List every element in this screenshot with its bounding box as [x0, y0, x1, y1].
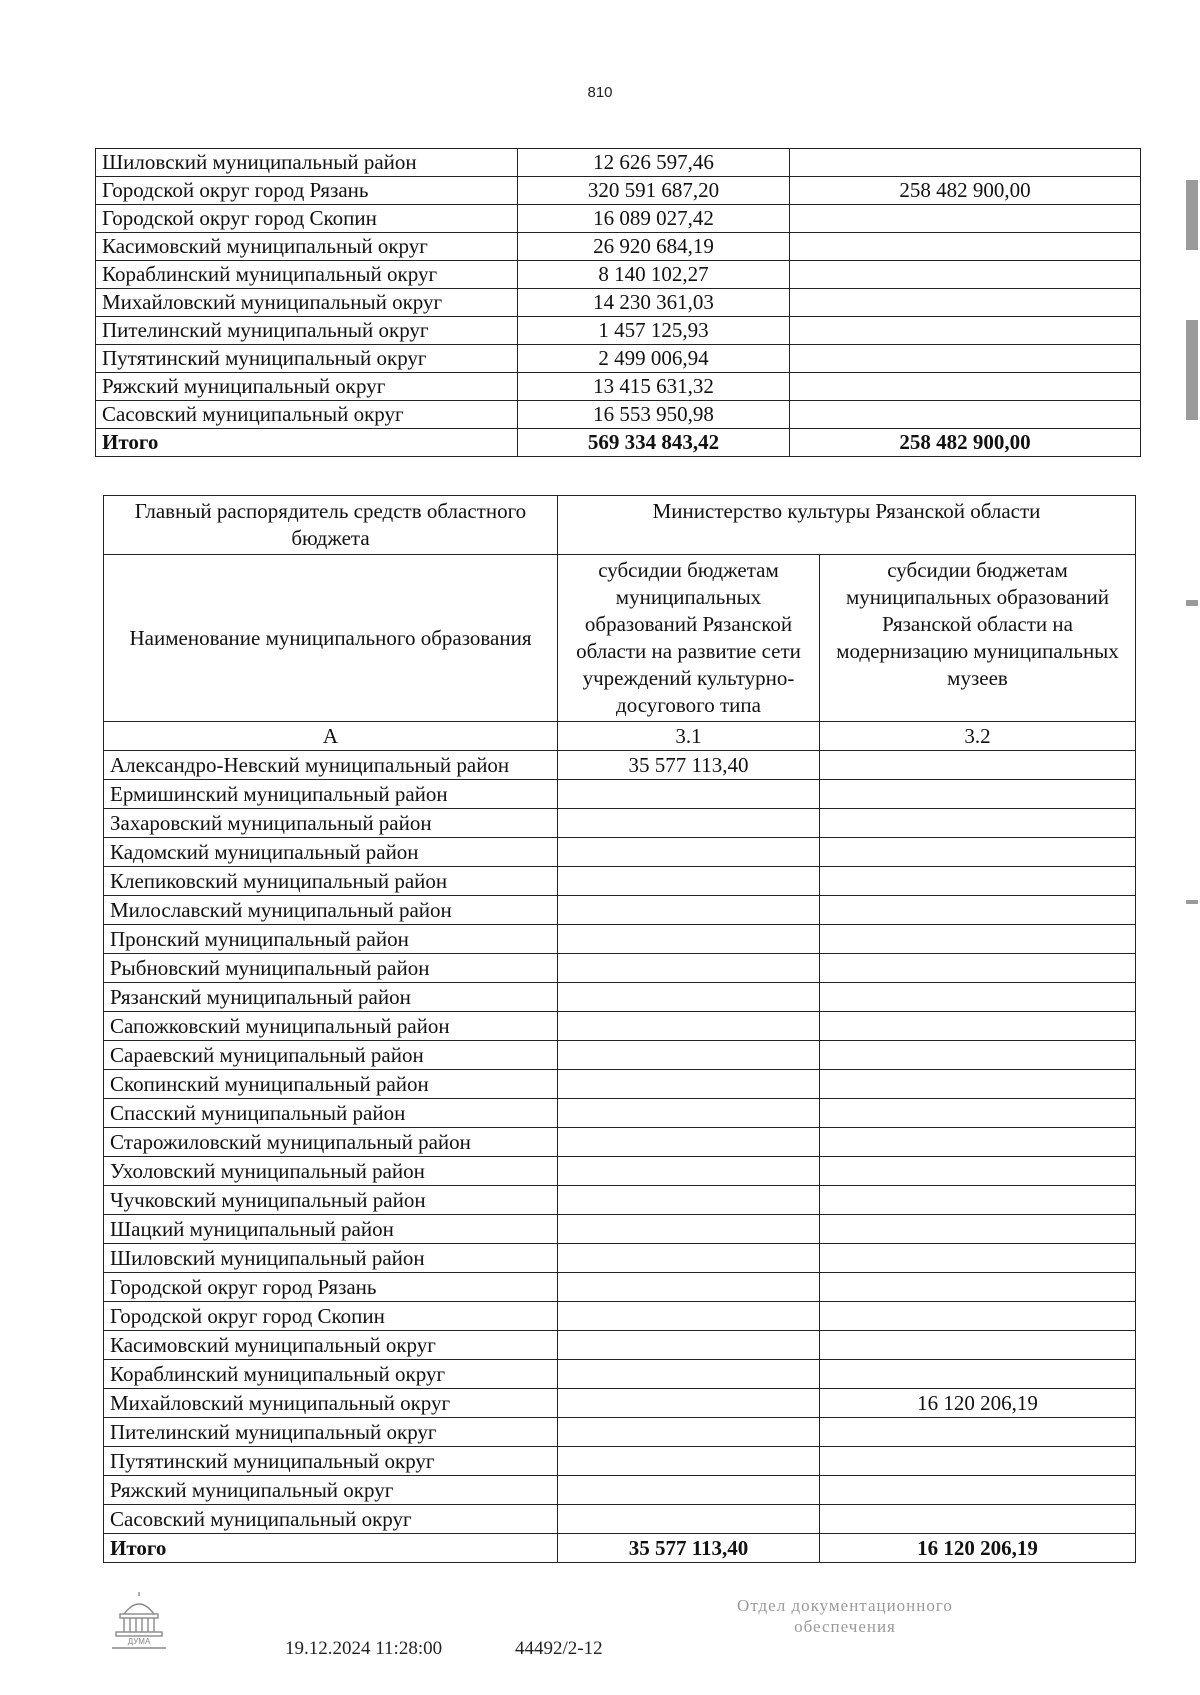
- code-3-2: 3.2: [820, 722, 1136, 751]
- row-value-2-cell: 16 120 206,19: [820, 1389, 1136, 1418]
- code-3-1: 3.1: [558, 722, 820, 751]
- table-row: [104, 1244, 1136, 1273]
- table-row: [104, 1012, 1136, 1041]
- row-value-2-cell: [790, 317, 1141, 345]
- table-row: [104, 1505, 1136, 1534]
- row-value-1-cell: [558, 1331, 820, 1360]
- row-value-1-cell: [558, 925, 820, 954]
- page-number: 810: [587, 84, 613, 101]
- row-name-cell: Скопинский муниципальный район: [104, 1070, 558, 1099]
- row-value-2-cell: [820, 1302, 1136, 1331]
- row-name-cell: Шиловский муниципальный район: [96, 149, 518, 177]
- row-name-cell: Пронский муниципальный район: [104, 925, 558, 954]
- header-admin-value: Министерство культуры Рязанской области: [558, 496, 1136, 555]
- row-value-1-cell: 35 577 113,40: [558, 751, 820, 780]
- code-a: А: [104, 722, 558, 751]
- row-value-1-cell: [558, 1476, 820, 1505]
- header-row-columns: [104, 555, 1136, 722]
- scan-edge-artifact: [1186, 0, 1200, 1695]
- row-name-cell: Шиловский муниципальный район: [104, 1244, 558, 1273]
- row-value-2-cell: [820, 1447, 1136, 1476]
- row-value-1-cell: 16 553 950,98: [518, 401, 790, 429]
- row-name-cell: Михайловский муниципальный округ: [104, 1389, 558, 1418]
- department-stamp: [700, 1595, 990, 1637]
- row-name-cell: Пителинский муниципальный округ: [96, 317, 518, 345]
- table-row: [104, 1128, 1136, 1157]
- row-value-1-cell: [558, 809, 820, 838]
- registration-datetime: 19.12.2024 11:28:00: [285, 1638, 443, 1659]
- row-value-1-cell: [558, 1244, 820, 1273]
- row-value-1-cell: 1 457 125,93: [518, 317, 790, 345]
- table-row: [104, 1418, 1136, 1447]
- row-name-cell: Чучковский муниципальный район: [104, 1186, 558, 1215]
- row-value-1-cell: 12 626 597,46: [518, 149, 790, 177]
- table-row: [96, 177, 1141, 205]
- row-value-2-cell: [790, 401, 1141, 429]
- row-value-1-cell: 14 230 361,03: [518, 289, 790, 317]
- total-value-2-cell: 258 482 900,00: [790, 429, 1141, 457]
- row-value-1-cell: [558, 867, 820, 896]
- row-value-2-cell: [820, 1128, 1136, 1157]
- row-value-1-cell: [558, 838, 820, 867]
- row-value-2-cell: [790, 261, 1141, 289]
- row-value-2-cell: [820, 867, 1136, 896]
- table-row: [104, 809, 1136, 838]
- table-row: [104, 925, 1136, 954]
- row-name-cell: Ряжский муниципальный округ: [104, 1476, 558, 1505]
- row-value-1-cell: [558, 780, 820, 809]
- svg-text:ДУМА: ДУМА: [127, 1637, 151, 1646]
- row-name-cell: Александро-Невский муниципальный район: [104, 751, 558, 780]
- row-name-cell: Городской округ город Скопин: [96, 205, 518, 233]
- table-row: [104, 1389, 1136, 1418]
- row-value-2-cell: [790, 345, 1141, 373]
- row-value-1-cell: [558, 1418, 820, 1447]
- row-value-2-cell: [820, 1476, 1136, 1505]
- row-name-cell: Пителинский муниципальный округ: [104, 1418, 558, 1447]
- row-value-1-cell: [558, 1302, 820, 1331]
- table-row: [104, 867, 1136, 896]
- row-name-cell: Ермишинский муниципальный район: [104, 780, 558, 809]
- table-row: [104, 896, 1136, 925]
- row-value-2-cell: [820, 954, 1136, 983]
- row-value-1-cell: [558, 954, 820, 983]
- row-value-1-cell: [558, 1360, 820, 1389]
- total-label-cell: Итого: [96, 429, 518, 457]
- row-value-2-cell: [820, 1215, 1136, 1244]
- row-name-cell: Спасский муниципальный район: [104, 1099, 558, 1128]
- table-row: [104, 1302, 1136, 1331]
- row-value-1-cell: 8 140 102,27: [518, 261, 790, 289]
- row-name-cell: Касимовский муниципальный округ: [104, 1331, 558, 1360]
- table-row: [104, 1273, 1136, 1302]
- row-name-cell: Кораблинский муниципальный округ: [96, 261, 518, 289]
- row-name-cell: Рязанский муниципальный район: [104, 983, 558, 1012]
- table-row: [104, 983, 1136, 1012]
- table-row: [104, 1331, 1136, 1360]
- table-row: [96, 233, 1141, 261]
- row-value-2-cell: [820, 1331, 1136, 1360]
- table-row: [96, 373, 1141, 401]
- row-value-1-cell: [558, 1389, 820, 1418]
- table-row: [96, 205, 1141, 233]
- row-value-2-cell: [820, 1273, 1136, 1302]
- row-name-cell: Сараевский муниципальный район: [104, 1041, 558, 1070]
- header-row-admin: [104, 496, 1136, 555]
- row-name-cell: Рыбновский муниципальный район: [104, 954, 558, 983]
- row-value-2-cell: [820, 809, 1136, 838]
- stamp-line-1: Отдел документационного: [737, 1596, 953, 1615]
- row-value-2-cell: [790, 205, 1141, 233]
- row-value-2-cell: [820, 1070, 1136, 1099]
- row-value-1-cell: [558, 1128, 820, 1157]
- row-value-1-cell: [558, 1041, 820, 1070]
- row-name-cell: Милославский муниципальный район: [104, 896, 558, 925]
- registration-number: 44492/2-12: [515, 1638, 603, 1659]
- row-name-cell: Захаровский муниципальный район: [104, 809, 558, 838]
- total-value-2-cell: 16 120 206,19: [820, 1534, 1136, 1563]
- table-row: [96, 261, 1141, 289]
- allocation-table-continued: [95, 148, 1141, 457]
- row-value-2-cell: [820, 751, 1136, 780]
- row-value-1-cell: 13 415 631,32: [518, 373, 790, 401]
- row-name-cell: Клепиковский муниципальный район: [104, 867, 558, 896]
- table-row: [104, 954, 1136, 983]
- table-row: [104, 780, 1136, 809]
- row-name-cell: Путятинский муниципальный округ: [96, 345, 518, 373]
- table-row: [96, 401, 1141, 429]
- row-value-1-cell: [558, 1186, 820, 1215]
- table-row: [104, 838, 1136, 867]
- row-name-cell: Городской округ город Рязань: [96, 177, 518, 205]
- row-value-1-cell: 26 920 684,19: [518, 233, 790, 261]
- row-value-2-cell: [790, 149, 1141, 177]
- row-name-cell: Касимовский муниципальный округ: [96, 233, 518, 261]
- row-name-cell: Городской округ город Рязань: [104, 1273, 558, 1302]
- row-value-1-cell: [558, 1070, 820, 1099]
- table-row: [104, 1447, 1136, 1476]
- row-value-1-cell: [558, 1215, 820, 1244]
- row-value-2-cell: [820, 1099, 1136, 1128]
- table-row: [96, 289, 1141, 317]
- table-row: [104, 1099, 1136, 1128]
- total-row: [104, 1534, 1136, 1563]
- row-name-cell: Сапожковский муниципальный район: [104, 1012, 558, 1041]
- table-row: [104, 1041, 1136, 1070]
- row-value-1-cell: [558, 1157, 820, 1186]
- header-name-label: Наименование муниципального образования: [104, 555, 558, 722]
- row-value-1-cell: [558, 1012, 820, 1041]
- stamp-line-2: обеспечения: [794, 1617, 896, 1636]
- table-row: [104, 1186, 1136, 1215]
- column-codes-row: [104, 722, 1136, 751]
- header-admin-label: Главный распорядитель средств областного бюджета: [104, 496, 558, 555]
- table-row: [104, 1157, 1136, 1186]
- row-name-cell: Городской округ город Скопин: [104, 1302, 558, 1331]
- row-value-2-cell: 258 482 900,00: [790, 177, 1141, 205]
- row-value-2-cell: [820, 838, 1136, 867]
- row-value-2-cell: [820, 1505, 1136, 1534]
- row-value-2-cell: [820, 1360, 1136, 1389]
- row-name-cell: Михайловский муниципальный округ: [96, 289, 518, 317]
- culture-subsidy-table: [103, 495, 1136, 1563]
- row-value-1-cell: 2 499 006,94: [518, 345, 790, 373]
- row-value-2-cell: [820, 1041, 1136, 1070]
- row-value-2-cell: [820, 896, 1136, 925]
- duma-building-icon: [108, 1590, 170, 1652]
- table-row: [96, 317, 1141, 345]
- row-name-cell: Кораблинский муниципальный округ: [104, 1360, 558, 1389]
- row-value-2-cell: [820, 1244, 1136, 1273]
- row-value-2-cell: [820, 780, 1136, 809]
- row-value-1-cell: [558, 896, 820, 925]
- row-value-2-cell: [820, 1418, 1136, 1447]
- total-value-1-cell: 35 577 113,40: [558, 1534, 820, 1563]
- table-row: [104, 1360, 1136, 1389]
- row-value-1-cell: [558, 983, 820, 1012]
- row-name-cell: Ухоловский муниципальный район: [104, 1157, 558, 1186]
- table-row: [104, 1215, 1136, 1244]
- row-name-cell: Шацкий муниципальный район: [104, 1215, 558, 1244]
- row-value-1-cell: [558, 1099, 820, 1128]
- table-row: [104, 1070, 1136, 1099]
- row-value-1-cell: [558, 1273, 820, 1302]
- total-label-cell: Итого: [104, 1534, 558, 1563]
- row-value-2-cell: [790, 289, 1141, 317]
- row-value-1-cell: [558, 1447, 820, 1476]
- row-name-cell: Старожиловский муниципальный район: [104, 1128, 558, 1157]
- total-row: [96, 429, 1141, 457]
- total-value-1-cell: 569 334 843,42: [518, 429, 790, 457]
- row-name-cell: Сасовский муниципальный округ: [96, 401, 518, 429]
- table-row: [96, 149, 1141, 177]
- row-value-2-cell: [820, 1157, 1136, 1186]
- row-value-2-cell: [820, 925, 1136, 954]
- table-row: [104, 751, 1136, 780]
- row-value-2-cell: [790, 233, 1141, 261]
- row-name-cell: Сасовский муниципальный округ: [104, 1505, 558, 1534]
- row-value-1-cell: 16 089 027,42: [518, 205, 790, 233]
- header-col-3-2: субсидии бюджетам муниципальных образований Рязанской области на модернизацию муниципальных музеев: [820, 555, 1136, 722]
- row-value-2-cell: [820, 1186, 1136, 1215]
- row-value-2-cell: [820, 1012, 1136, 1041]
- row-value-2-cell: [790, 373, 1141, 401]
- table-row: [96, 345, 1141, 373]
- row-name-cell: Кадомский муниципальный район: [104, 838, 558, 867]
- header-col-3-1: субсидии бюджетам муниципальных образований Рязанской области на развитие сети учреждений культурно-досугового типа: [558, 555, 820, 722]
- row-value-1-cell: [558, 1505, 820, 1534]
- table-row: [104, 1476, 1136, 1505]
- row-name-cell: Путятинский муниципальный округ: [104, 1447, 558, 1476]
- row-value-2-cell: [820, 983, 1136, 1012]
- row-name-cell: Ряжский муниципальный округ: [96, 373, 518, 401]
- row-value-1-cell: 320 591 687,20: [518, 177, 790, 205]
